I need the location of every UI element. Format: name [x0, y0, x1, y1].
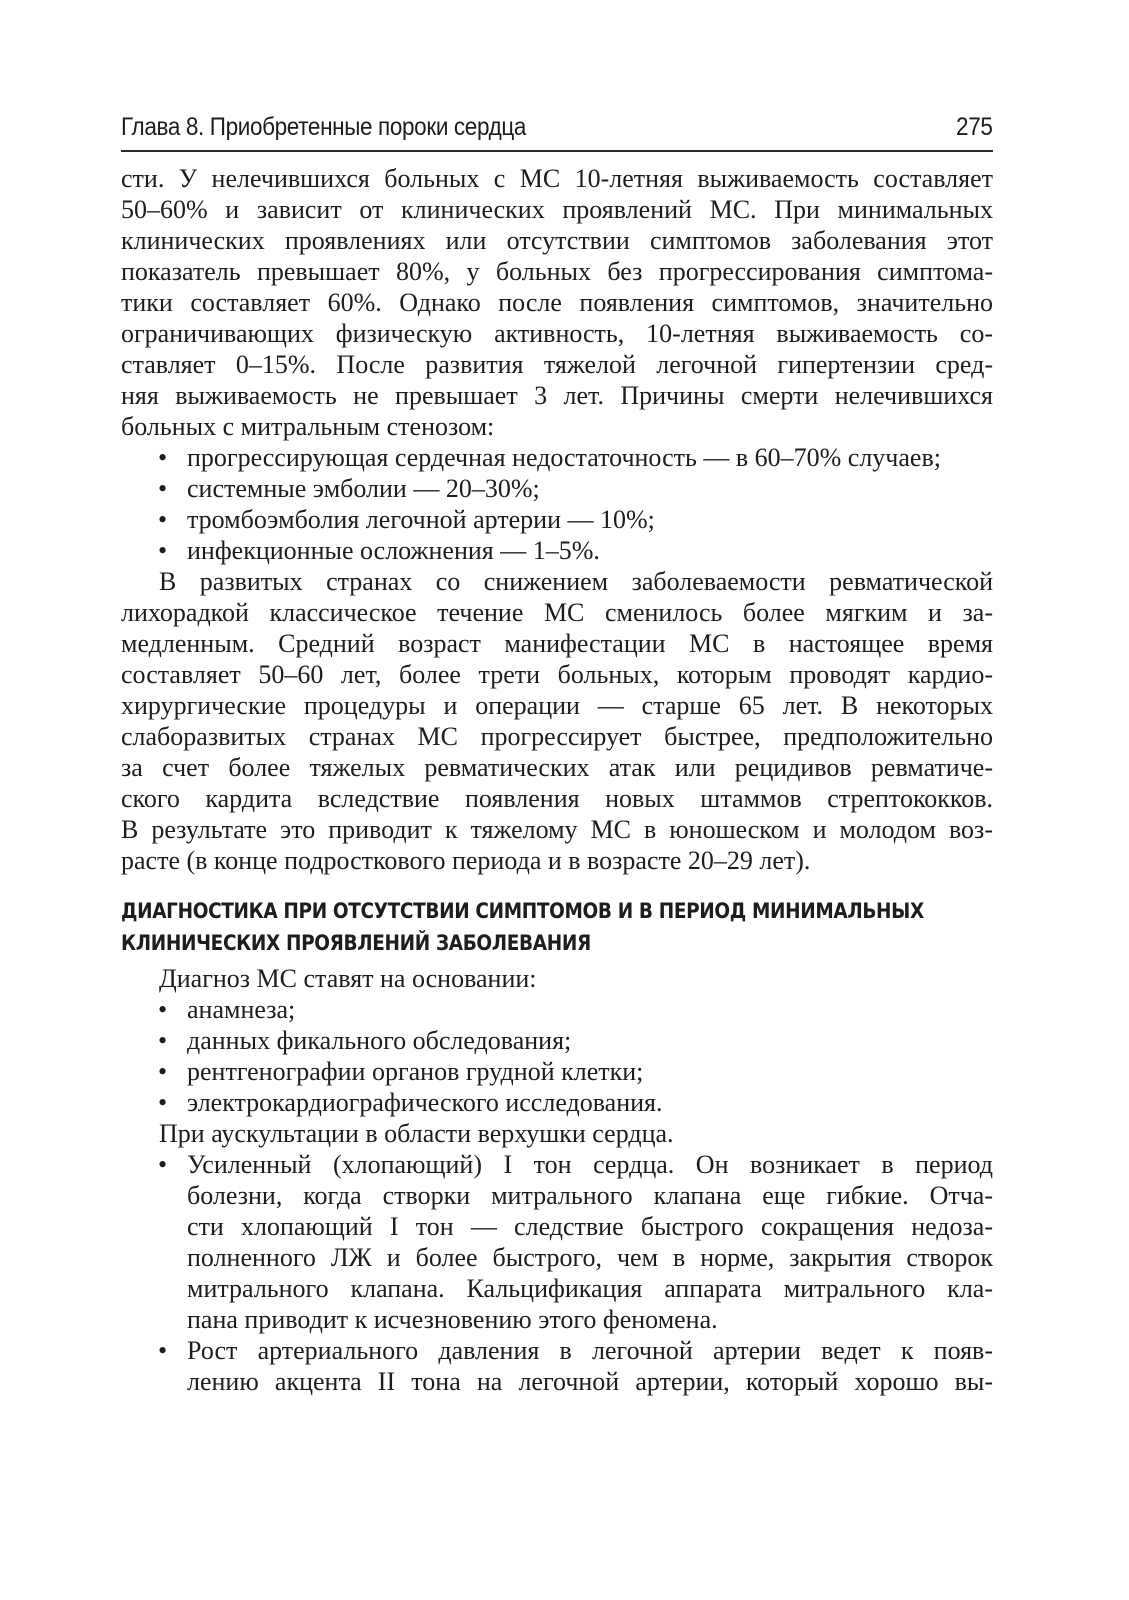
list-item-line: пана приводит к исчезновению этого феномена.: [187, 1305, 718, 1334]
text-line: ского кардита вследствие появления новых штаммов стрептококков.: [121, 784, 993, 813]
list-item-text: данных фикального обследования;: [187, 1026, 572, 1055]
list-item: [121, 535, 993, 566]
list-item-text: прогрессирующая сердечная недостаточность — в 60–70% случаев;: [187, 443, 941, 472]
list-item-text: Рост артериального давления в легочной артерии ведет к появ-: [187, 1336, 993, 1365]
list-item: [121, 473, 993, 504]
auscultation-list: [121, 1149, 993, 1397]
list-item-text: системные эмболии — 20–30%;: [187, 474, 540, 503]
list-item: [121, 1149, 993, 1335]
list-item-text: рентгенографии органов грудной клетки;: [187, 1057, 644, 1086]
text-line: показатель превышает 80%, у больных без прогрессирования симптома-: [121, 257, 993, 286]
text-line: за счет более тяжелых ревматических атак или рецидивов ревматиче-: [121, 753, 993, 782]
text-line: В результате это приводит к тяжелому МС в юношеском и молодом воз-: [121, 815, 993, 844]
bullet: •: [158, 505, 168, 534]
bullet: •: [158, 1026, 168, 1055]
list-item-line: лению акцента II тона на легочной артерии, который хорошо вы-: [187, 1367, 993, 1396]
bullet: •: [158, 1336, 168, 1365]
bullet: •: [158, 995, 168, 1024]
text-line: 50–60% и зависит от клинических проявлений МС. При минимальных: [121, 195, 993, 224]
bullet: •: [158, 536, 168, 565]
text-line: клинических проявлениях или отсутствии симптомов заболевания этот: [121, 226, 993, 255]
bullet: •: [158, 474, 168, 503]
list-item-line: полненного ЛЖ и более быстрого, чем в норме, закрытия створок: [187, 1243, 993, 1272]
list-item-line: [121, 1149, 993, 1180]
text-line: хирургические процедуры и операции — старше 65 лет. В некоторых: [121, 691, 993, 720]
list-item-text: анамнеза;: [187, 995, 296, 1024]
list-item: [121, 1056, 993, 1087]
text-line: В развитых странах со снижением заболеваемости ревматической: [159, 567, 993, 596]
text-line: больных с митральным стенозом:: [121, 412, 495, 441]
section-heading: [121, 895, 993, 959]
diagnosis-bases-list: [121, 994, 993, 1118]
paragraph-survival: [121, 163, 993, 442]
chapter-title: Глава 8. Приобретенные пороки сердца: [121, 113, 527, 141]
list-item: [121, 504, 993, 535]
bullet: •: [158, 1057, 168, 1086]
list-item: [121, 1087, 993, 1118]
text-line: тики составляет 60%. Однако после появления симптомов, значительно: [121, 288, 993, 317]
heading-line: ДИАГНОСТИКА ПРИ ОТСУТСТВИИ СИМПТОМОВ И В ПЕРИОД МИНИМАЛЬНЫХ: [121, 899, 924, 923]
text-line: составляет 50–60 лет, более трети больных, которым проводят кардио-: [121, 660, 993, 689]
list-item-text: Усиленный (хлопающий) I тон сердца. Он возникает в период: [187, 1150, 993, 1179]
body-text: [121, 163, 993, 1397]
diagnosis-intro: Диагноз МС ставят на основании:: [159, 964, 537, 993]
list-item: [121, 1335, 993, 1397]
text-line: сти. У нелечившихся больных с МС 10-летняя выживаемость составляет: [121, 164, 993, 193]
paragraph-developed-countries: [121, 566, 993, 876]
list-item-text: электрокардиографического исследования.: [187, 1088, 663, 1117]
list-item: [121, 442, 993, 473]
list-item-line: митрального клапана. Кальцификация аппарата митрального кла-: [187, 1274, 993, 1303]
text-line: медленным. Средний возраст манифестации МС в настоящее время: [121, 629, 993, 658]
text-line: ограничивающих физическую активность, 10-летняя выживаемость со-: [121, 319, 993, 348]
list-item-line: болезни, когда створки митрального клапана еще гибкие. Отча-: [187, 1181, 993, 1210]
list-item: [121, 994, 993, 1025]
text-line: ставляет 0–15%. После развития тяжелой легочной гипертензии сред-: [121, 350, 993, 379]
list-item-line: сти хлопающий I тон — следствие быстрого сокращения недоза-: [187, 1212, 993, 1241]
text-line: няя выживаемость не превышает 3 лет. Причины смерти нелечившихся: [121, 381, 993, 410]
list-item-text: тромбоэмболия легочной артерии — 10%;: [187, 505, 655, 534]
bullet: •: [158, 1088, 168, 1117]
page-number: 275: [956, 113, 993, 141]
text-line: расте (в конце подросткового периода и в возрасте 20–29 лет).: [121, 846, 811, 875]
list-item: [121, 1025, 993, 1056]
bullet: •: [158, 443, 168, 472]
auscultation-intro: При аускультации в области верхушки сердца.: [159, 1119, 674, 1148]
death-causes-list: [121, 442, 993, 566]
heading-line: КЛИНИЧЕСКИХ ПРОЯВЛЕНИЙ ЗАБОЛЕВАНИЯ: [121, 931, 591, 955]
text-line: слаборазвитых странах МС прогрессирует быстрее, предположительно: [121, 722, 993, 751]
bullet: •: [158, 1150, 168, 1179]
running-head: [121, 110, 993, 152]
list-item-text: инфекционные осложнения — 1–5%.: [187, 536, 600, 565]
list-item-line: [121, 1335, 993, 1366]
text-line: лихорадкой классическое течение МС сменилось более мягким и за-: [121, 598, 993, 627]
